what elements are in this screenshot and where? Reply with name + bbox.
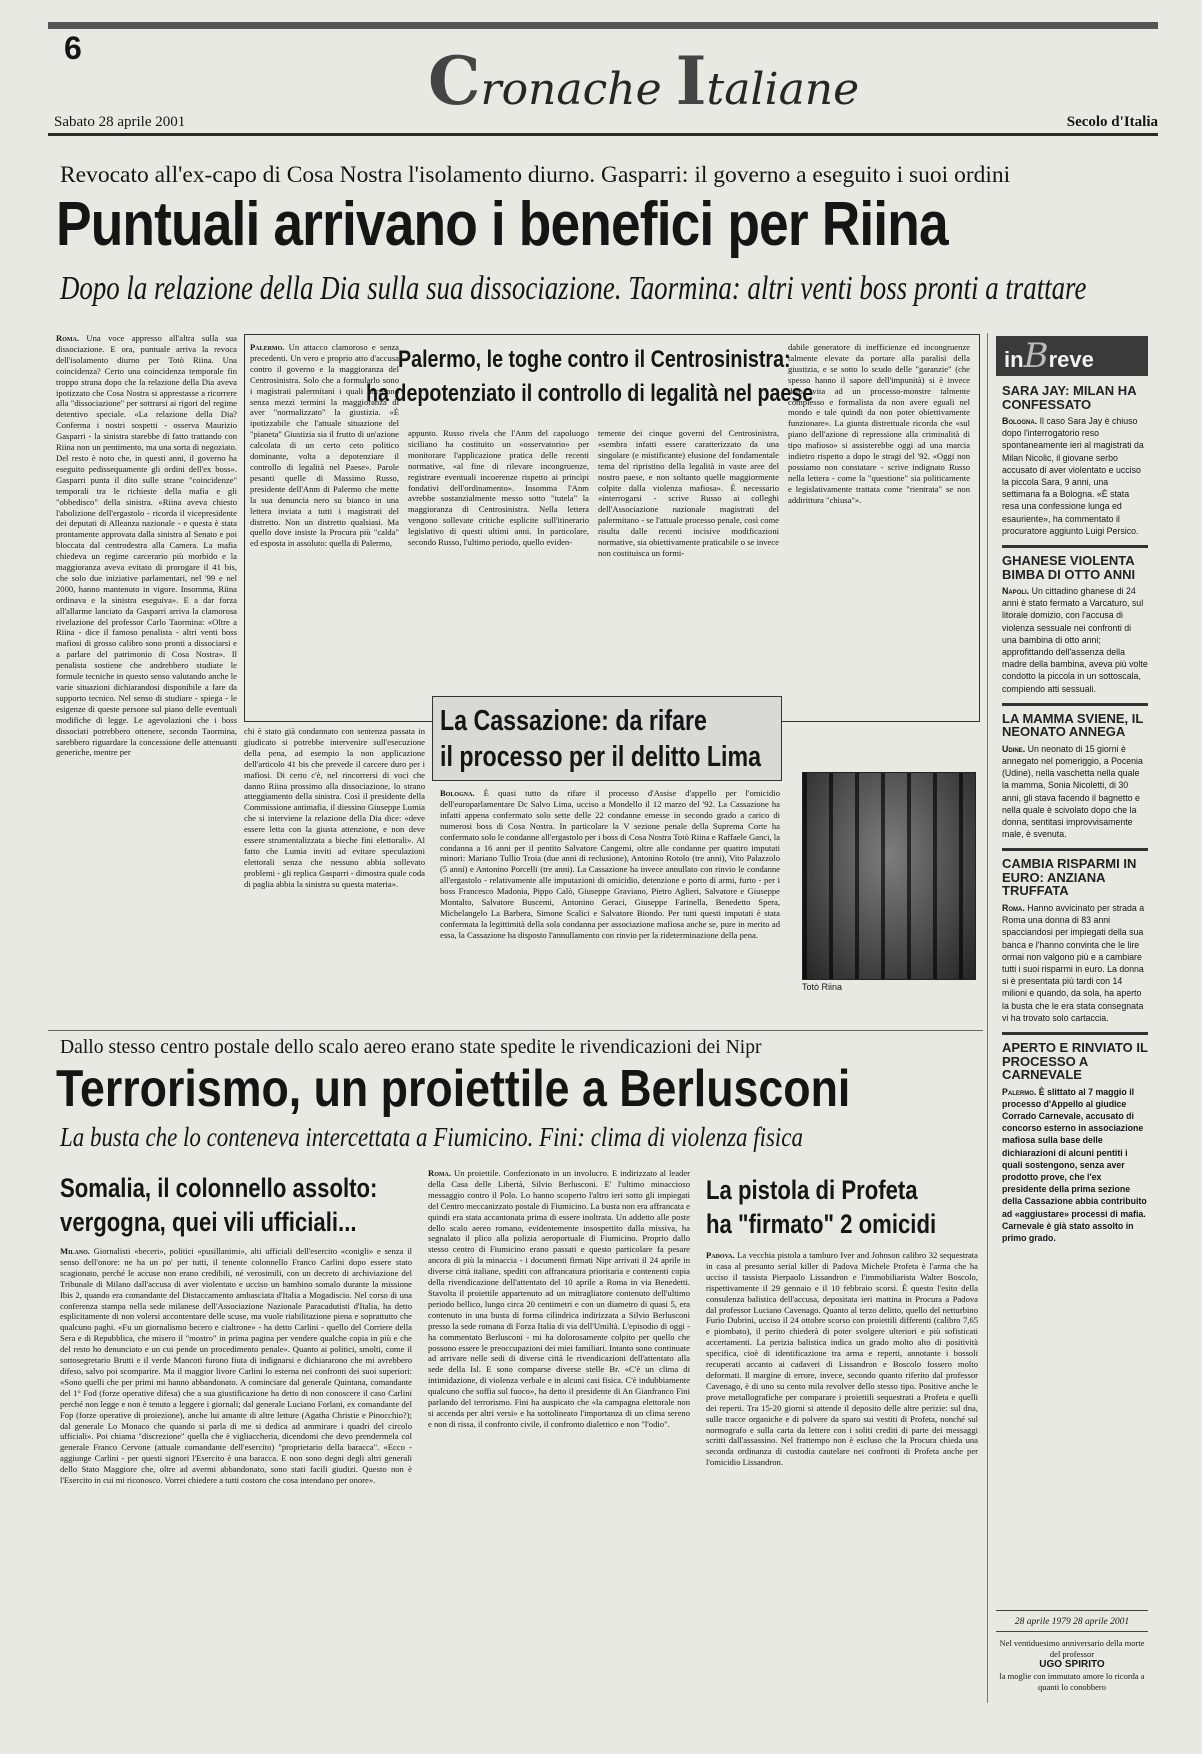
inner-col2 xyxy=(598,428,779,714)
sidebar-item-title: CAMBIA RISPARMI IN EURO: ANZIANA TRUFFATA xyxy=(1002,856,1137,899)
terrorism-kicker: Dallo stesso centro postale dello scalo aereo erano state spedite le rivendicazioni dei Nipr xyxy=(60,1036,762,1058)
main-col2-text: Un attacco clamoroso e senza precedenti. Un vero e proprio atto d'accusa contro il governo e la maggioranza del Centrosinistra. Solo che a formularlo sono i magistrati palermitani i quali accusano senza mezzi termini la maggioranza di aver "normalizzato" la giustizia. «È ipotizzabile che l'attuale situazione del "pianeta" Giustizia sia il frutto di un'azione calcolata di un certo ceto politico dominante, volta a depotenziare il controllo di legalità nel Paese». Parole pesanti quelle di Massimo Russo, presidente dell'Anm di Palermo che mette la sua denuncia nero su bianco in una lettera inviata a tutti i magistrati del distretto. Non un distretto qualsiasi. Ma quello dove insiste la Procura più "calda" ed esposta in assoluto: quella di Palermo, xyxy=(250,342,399,549)
profeta-headline-line2: ha "firmato" 2 omicidi xyxy=(706,1209,937,1239)
sidebar-item-title: SARA JAY: MILAN HA CONFESSATO xyxy=(1002,384,1137,412)
sidebar-separator xyxy=(1002,1032,1148,1035)
cassazione-text: È quasi tutto da rifare il processo d'Assise d'appello per l'omicidio dell'europarlamentare Dc Salvo Lima, ucciso a Mondello il 12 marzo del '92. La Cassazione ha infatti appena confermato solo sette delle 22 condanne emesse in secondo grado a carico di numerosi boss di Cosa Nostra. In particolare la V sezione penale della Suprema Corte ha confermato solo le condanne all'ergastolo per i boss di Cosa Nostra Totò Riina e Raffaele Ganci, la condanna a 16 anni per il pentito Salvatore Cangemi, oltre alle condanne per quattro imputati minori: Mariano Tullio Troia (due anni di reclusione), Antonino Rotolo (tre anni), Vito Palazzolo (5 anni) e Antonino Porcelli (tre anni). La Cassazione ha invece annullato con rinvio le condanne all'ergastolo - relativamente alle imputazioni di omicidio, detenzione e porto di armi, furto - per i boss Francesco Madonia, Pippo Calò, Giuseppe Graviano, Pietro Aglieri, Salvatore e Giuseppe Montalto, Salvatore Buscemi, Antonino Geraci, Giuseppe Farinella, Benedetto Spera, Michelangelo La Barbera, Simone Scalici e Salvatore Biondo. Per tutti questi imputati è stata confermata la legittimità della sola condanna per associazione mafiosa anche se, pure in merito ad essa, la Cassazione ha disposto l'annullamento con rinvio per la rideterminazione della pena. xyxy=(440,788,780,940)
memorial-dates: 28 aprile 1979 28 aprile 2001 xyxy=(996,1617,1148,1632)
somalia-headline-line1: Somalia, il colonnello assolto: xyxy=(60,1173,378,1203)
sidebar-item-text: Il caso Sara Jay è chiuso dopo l'interrogatorio reso spontaneamente ieri al magistrati da Milan Nicolic, il giovane serbo accusato di aver violentato e ucciso la piccola Sara, 9 anni, una settimana fa a Bologna. «È stata resa una confessione lunga ed esauriente», ha commentato il procuratore aggiunto Luigi Persico. xyxy=(1002,416,1144,536)
sidebar-item-lead: Udine. xyxy=(1002,743,1026,754)
terrorism-body xyxy=(428,1168,690,1702)
sidebar-item-text: Un neonato di 15 giorni è annegato nel pomeriggio, a Pocenia (Udine), nella vaschetta nella quale la mamma, Sonia Nicoletti, di 30 anni, gli stava facendo il bagnetto e nella quale è scivolato dopo che la donna, sentitasi improvvisamente male, è svenuta. xyxy=(1002,743,1143,840)
inner-col2-text: temente dei cinque governi del Centrosinistra, «sembra infatti essere caratterizzato da una singolare (e mistificante) elusione del fondamentale tema del ripristino della legalità in vaste aree del nostro paese, e non soltanto quelle maggiormente colpite dalla violenza mafiosa». È necessario «interrogarsi - scrive Russo ai colleghi dell'Associazione nazionale magistrati del palermitano - se l'attuale processo penale, così come risulta dalle recenti incisive modificazioni normative, sia obiettivamente praticabile o se invece non costituisca un formi- xyxy=(598,428,779,558)
cassazione-headline-line2: il processo per il delitto Lima xyxy=(440,741,762,773)
main-headline: Puntuali arrivano i benefici per Riina xyxy=(56,190,948,259)
cassazione-lead: Bologna. xyxy=(440,788,475,798)
main-col1-lead: Roma. xyxy=(56,333,80,343)
main-col2-lead: Palermo. xyxy=(250,342,285,352)
inner-headline-line1: Palermo, le toghe contro il Centrosinistra: xyxy=(398,346,791,373)
main-subheadline: Dopo la relazione della Dia sulla sua dissociazione. Taormina: altri venti boss pronti a trattare xyxy=(60,270,1087,307)
page-number: 6 xyxy=(64,30,82,66)
sidebar-item-lead: Palermo. xyxy=(1002,1086,1037,1097)
in-breve-b: B xyxy=(1023,336,1049,376)
profeta-text: La vecchia pistola a tamburo Iver and Johnson calibro 32 sequestrata in casa al presunto serial killer di Padova Michele Profeta è l'arma che ha ucciso il tassista Pierpaolo Lissandron e l'immobiliarista Walter Boscolo, rispettivamente il 29 gennaio e il 10 febbraio scorsi. È questo l'esito della consulenza balistica dell'accusa, depositata ieri mattina in Procura a Padova dal professor Luciano Cavenago. Quanto al terzo delitto, quello del netturbino Furio Dubrini, ucciso il 24 ottobre scorso con proiettili differenti (calibro 7,65 e piombato), il perito chiederà di poter svolgere ulteriori e più sofisticati accertamenti. La perizia balistica indica un grado molto alto di positività specifica, cioè di identificazione tra arma e reperti, annotante i bossoli recuperati accanto ai cadaveri di Lissandron e Boscolo fossero molto deformati. Il margine di errore, invece, secondo quanto riferito dal professor Cavenago, è di uno su cento mila revolver dello stesso tipo. Positive anche le prove metallografiche per comparare i proiettili sequestrati a Profeta e quelli dei reperti. Tra 15-20 giorni si attende il deposito delle altre perizie: sul dna, sulle tracce organiche e di polvere da sparo sui vestiti di Profeta, nonché sul normografo e sulla carta da lettere con i soliti crediti di parte dei messaggi scritti dall'assassino. Nel frattempo non è escluso che la Procura chieda una seconda ordinanza di custodia cautelare nei confronti di Profeta anche per l'omicidio Lissandron. xyxy=(706,1250,978,1468)
main-col1b xyxy=(244,726,425,1021)
sidebar-item-risparmi xyxy=(1002,857,1148,1024)
cassazione-body xyxy=(440,788,780,1022)
terrorism-subheadline: La busta che lo conteneva intercettata a Fiumicino. Fini: clima di violenza fisica xyxy=(60,1122,803,1152)
sidebar-separator xyxy=(1002,848,1148,851)
sidebar-item-text: Hanno avvicinato per strada a Roma una donna di 83 anni spacciandosi per impiegati della sua banca e l'hanno convinta che le lire ormai non valgono più e a cambiare tutti i suoi risparmi in euro. La donna si è presentata più tardi con 14 milioni e quando, da sola, ha aperto la busta che le era stata consegnata vi ha trovato solo cartaccia. xyxy=(1002,902,1145,1023)
sidebar-item-title: GHANESE VIOLENTA BIMBA DI OTTO ANNI xyxy=(1002,553,1136,582)
sidebar-item-title: LA MAMMA SVIENE, IL NEONATO ANNEGA xyxy=(1002,710,1144,740)
main-col1b-text: chi è stato già condannato con sentenza passata in giudicato si potrebbe intervenire sull'esecuzione della pena, ad esempio la non applicazione dell'articolo 41 bis che prevede il carcere duro per i mafiosi. Di certo c'è, nel rincorrersi di voci che danno Riina prossimo alla dissociazione, lo strano atteggiamento della sinistra. Così il presidente della Commissione antimafia, il diessino Giuseppe Lumia che si interviene la relazione della Dia dice: «deve essere letta con la giusta attenzione, e non deve essere strumentalizzata a bieche fini elettorali». Al fatto che Lumia inviti ad evitare speculazioni elettorali senza che nessuno abbia sollevato problemi - gli replica Gasparri - dimostra quale coda di paglia abbia la sinistra su questa materia». xyxy=(244,726,425,889)
sidebar-separator xyxy=(1002,545,1148,548)
in-breve-header xyxy=(996,336,1148,376)
in-breve-in: in xyxy=(1004,347,1024,372)
section-title-rest2: taliane xyxy=(706,64,860,115)
memorial-name: UGO SPIRITO xyxy=(1039,1659,1105,1670)
section-title-cap1: C xyxy=(428,42,481,120)
sidebar-item-lead: Bologna. xyxy=(1002,416,1038,426)
sidebar-item-title: APERTO E RINVIATO IL PROCESSO A CARNEVALE xyxy=(1002,1040,1148,1083)
main-col1 xyxy=(56,333,237,1021)
riina-photo-caption: Totò Riina xyxy=(802,982,843,992)
sidebar-item-lead: Napoli. xyxy=(1002,586,1030,597)
inner-col1-text: appunto. Russo rivela che l'Anm del capoluogo siciliano ha costituito un «osservatorio» per monitorare l'applicazione pratica delle recenti normative, «al fine di rilevare incongruenze, registrare eventuali incoerenze rispetto ai princìpi fondativi dell'ordinamento». Insomma l'Anm avrebbe sostanzialmente messo sotto "tutela" la maggioranza di Centrosinistra. Nella lettera vengono sollevate critiche esplicite sull'itinerario legislativo di questi ultimi anni. In particolare, secondo Russo, l'ultimo periodo, quello eviden- xyxy=(408,428,589,548)
memorial-notice xyxy=(996,1610,1148,1702)
terrorism-lead: Roma. xyxy=(428,1168,452,1178)
in-breve-reve: reve xyxy=(1048,347,1094,372)
terrorism-headline: Terrorismo, un proiettile a Berlusconi xyxy=(56,1060,851,1118)
memorial-text: Nel ventiduesimo anniversario della morte del professor xyxy=(999,1638,1145,1659)
profeta-lead: Padova. xyxy=(706,1250,735,1260)
somalia-body xyxy=(60,1246,412,1702)
sidebar-item-ghanese xyxy=(1002,554,1148,695)
sidebar-items xyxy=(1002,384,1148,1400)
somalia-text: Giornalisti «beceri», politici «pusillanimi», alti ufficiali dell'esercito «conigli» e senza il senso dell'onore: ne ha un po' per tutti, il tenente colonnello Franco Carlini dopo essere stato scagionato, perché le accuse non erano credibili, né verosimili, con un decreto di archiviazione del Tribunale di Milano dall'accusa di aver violentato e ucciso un bambino somalo durante la missione Ibis 2, quando era comandante del Distaccamento ambasciata d'Italia a Mogadiscio. Nel corso di una conferenza stampa nella sede milanese dell'Associazione Nazionale Paracadutisti d'Italia, ha detto esplicitamente di non volersi accontentare delle scuse, ma vuole riabilitazione piena e soprattutto che qualcuno paghi. «Fu un giornalismo becero e cialtrone» - ha detto Carlini - quello del Corriere della Sera e di Repubblica, che misero il "mostro" in prima pagina per vendere qualche copia in più e che del resto ho denunciato e un cui pende un procedimento penale». Quanto ai politici, smolti, come il sottosegretario Brutti e il verde Mancoti furono fiuta di indignarsi e dichiararono che mi avrebbero difeso, salvo poi scomparire. Ma il maggior livore Carlini lo esterna nei confronti dei suoi superiori: «Sono quelli che per primi mi hanno abbandonato. A cominciare dal generale Quintana, comandante del 1° Fod (forze operative difesa) che a sua giustificazione ha detto di non conoscere il caso Carlini perché non legge e non è tenuto a leggere i giornali; dal generale Luciano Forlani, ex comandante del Fop (forze operative di proiezione), anche lui amante di altre letture (Agatha Christie e Pinocchio?); dal generale Lo Monaco che quando si parla di me si dedica ad ammirare i quadri del circolo ufficiali». Poi chiama "discrezione" quella che è vigliaccheria, dicendomi che devo prendermela col generale Franco Cervone (attuale comandante dell'esercito) "proprietario della baracca". «Ecco - aggiunge Carlini - per questi signori l'Esercito è una baracca. E non sono degni degli altri generali dello Stato Maggiore che, oltre ad avermi abbandonato, sono stati facili giudizi. Questo non è l'Esercito in cui mi riconosco. Vorrei chiedere a tutti costoro che cosa intendano per onore». xyxy=(60,1246,412,1486)
sidebar-item-text: È slittato al 7 maggio il processo d'Appello al giudice Corrado Carnevale, accusato di concorso esterno in associazione mafiosa sulla base delle dichiarazioni di alcuni pentiti i quali sostengono, senza aver prodotto prove, che l'ex presidente della prima sezione della Cassazione abbia contribuito ad «aggiustare» processi di mafia. Carnevale è già stato assolto in primo grado. xyxy=(1002,1086,1147,1243)
sidebar-item-lead: Roma. xyxy=(1002,902,1025,913)
masthead-bottom-rule xyxy=(48,133,1158,136)
profeta-body xyxy=(706,1250,978,1702)
cassazione-headline-line1: La Cassazione: da rifare xyxy=(440,705,707,737)
sidebar-item-neonato xyxy=(1002,712,1148,841)
main-col1-text: Una voce appresso all'altra sulla sua dissociazione. E ora, puntuale arriva la revoca dell'isolamento diurno per Totò Riina. Una coincidenza? Certo una coincidenza temporale fin troppo strana dopo che la relazione della Dia aveva ipotizzato che Cosa Nostra si apprestasse a ricorrere alla "dissociazione" per sottrarsi ai rigori del regime detentivo speciale. «La relazione della Dia? Conferma i nostri sospetti - osserva Maurizio Gasparri - la sinistra starebbe di fatto trattando con Riina non un pentimento, ma una sorta di negoziato. Del resto è noto che, in questi anni, il governo ha eseguito pedissequamente gli ordini dell'ex boss». Gasparri punta il dito sulle strane "coincidenze" temporali tra le richieste della mafia e gli "obbedisco" della sinistra. «Riina aveva chiesto l'abolizione dell'ergastolo - ricorda il vicepresidente dei deputati di Alleanza nazionale - e questa è stata prontamente approvata dalla sinistra al Senato e poi bloccata dal centrodestra alla Camera. La mafia chiedeva un regime carcerario più morbido e la maggioranza aveva evitato di prorogare il 41 bis, che solo due iniziative parlamentari, nel '99 e nel 2000, hanno mantenuto in vigore. Insomma, Riina ordinava e la sinistra eseguiva». E a dar forza all'allarme lanciato da Gasparri arriva la clamorosa rivelazione del professor Carlo Taormina: «Oltre a Riina - dice il famoso penalista - altri venti boss mafiosi di grosso calibro sono pronti a dissociarsi e a parlare del patrimonio di Cosa Nostra». Il penalista sostiene che andrebbero studiate le formule tecniche in questo senso valutando anche le varie situazioni dichiarandosi disponibile a fare da supporto tecnico. Nel senso di studiare - spiega - le esigenze di queste persone sul piano delle eventuali modifiche di legge. Le agevolazioni che i boss dissociati potrebbero ottenere, secondo Taormina, sarebbero riguardare la concessione delle attenuanti generiche, mentre per xyxy=(56,333,237,758)
memorial-text2: la moglie con immutato amore lo ricorda a quanti lo conobbero xyxy=(999,1671,1145,1692)
masthead-paper: Secolo d'Italia xyxy=(1066,114,1158,130)
section-title-rest1: ronache xyxy=(480,64,676,115)
section-title xyxy=(428,42,859,120)
terrorism-top-rule xyxy=(48,1030,983,1031)
somalia-headline-line2: vergogna, quei vili ufficiali... xyxy=(60,1207,357,1237)
masthead-top-rule xyxy=(48,22,1158,29)
section-title-cap2: I xyxy=(675,42,707,120)
profeta-headline-line1: La pistola di Profeta xyxy=(706,1175,918,1205)
somalia-lead: Milano. xyxy=(60,1246,90,1256)
inner-col3 xyxy=(788,342,970,714)
inner-col1 xyxy=(408,428,589,714)
main-kicker: Revocato all'ex-capo di Cosa Nostra l'isolamento diurno. Gasparri: il governo a eseguito i suoi ordini xyxy=(60,162,1011,188)
riina-photo xyxy=(802,772,976,980)
inner-headline-line2: ha depotenziato il controllo di legalità nel paese xyxy=(366,380,814,407)
terrorism-text: Un proiettile. Confezionato in un involucro. E indirizzato al leader della Casa delle Libertà, Silvio Berlusconi. E' l'ultimo minaccioso messaggio contro il Polo. Lo hanno scoperto l'altro ieri sotto gli impiegati del Centro meccanizzato postale di Fiumicino. La busta non era affrancata e quindi era stata accantonata prima di essere inoltrata. Un addetto alle poste dello scalo aereo romano, evidentemente insospettito dalla missiva, ha segnalato il plico alla polizia aeroportuale di Fiumicino. Proprio dallo stesso centro di Fiumicino erano passati e questo particolare fa pesare ancora di più la minaccia - i documenti firmati Nipr arrivati il 24 aprile in diverse città italiane, spediti con affrancatura prioritaria e contenenti copia della rivendicazione dell'attentato del 10 aprile a Roma in via Benedetti. Stavolta il proiettile appartenuto ad un mitragliatore contenuto dell'ultimo periodo bellico, lungo circa 20 centimetri e con un diametro di quasi 5, era contenuto in una busta di forma cilindrica indirizzata a Silvio Berlusconi presso la sede romana di Forza Italia di via dell'Umiltà. L'episodio di oggi - ha commentato Berlusconi - mi ha dolorosamente colpito per quello che possono essere le preoccupazioni dei miei familiari. Intanto sono continuate ad arrivare nelle sedi di diverse città le rivendicazioni dell'attentato alla sede della Isl. E sono comparse diverse stelle Br. «C'è un clima di intimidazione, di violenza verbale e in alcuni casi fisica. C'è indubbiamente qualcuno che soffia sul fuoco», ha detto il presidente di An Gianfranco Fini parlando del terrorismo. Fini ha auspicato che «la campagna elettorale non si accenda per altri versi» e ha sottolineato l'importanza di un clima sereno e non di rissa, il confronto civile, il confronto dialettico e non "l'odio". xyxy=(428,1168,690,1429)
sidebar-item-sara-jay xyxy=(1002,384,1148,537)
masthead-date: Sabato 28 aprile 2001 xyxy=(54,114,186,130)
sidebar-separator xyxy=(1002,703,1148,706)
sidebar-item-carnevale xyxy=(1002,1041,1148,1244)
inner-col3-text: dabile generatore di inefficienze ed incongruenze talmente elevate da portare alla paralisi della giustizia, e se sotto lo scudo delle "garanzie" (che spesso hanno il sapore dell'impunità) si è invece dato vita ad un processo-monstre talmente complesso e formalista da non avere eguali nel mondo e tale quindi da non poter obiettivamente funzionare». La giunta distrettuale ricorda che «sul piano dell'azione di repressione alla criminalità di tipo mafioso» si assisterebbe oggi ad una marcia indietro rispetto a dopo le stragi del '92. «Oggi non possiamo non constatare - scrive indignato Russo nella lettera - come la "questione" sia politicamente e legislativamente trattata come "rientrata" se non addirittura "chiusa"». xyxy=(788,342,970,505)
sidebar-item-text: Un cittadino ghanese di 24 anni è stato fermato a Varcaturo, sul litorale domizio, con l'accusa di violenza sessuale nei confronti di una bambina di otto anni; approfittando dell'assenza della madre della bambina, aveva più volte condotto la piccola in un sottoscala, compiendo atti sessuali. xyxy=(1002,586,1148,694)
sidebar-divider xyxy=(987,333,988,1703)
